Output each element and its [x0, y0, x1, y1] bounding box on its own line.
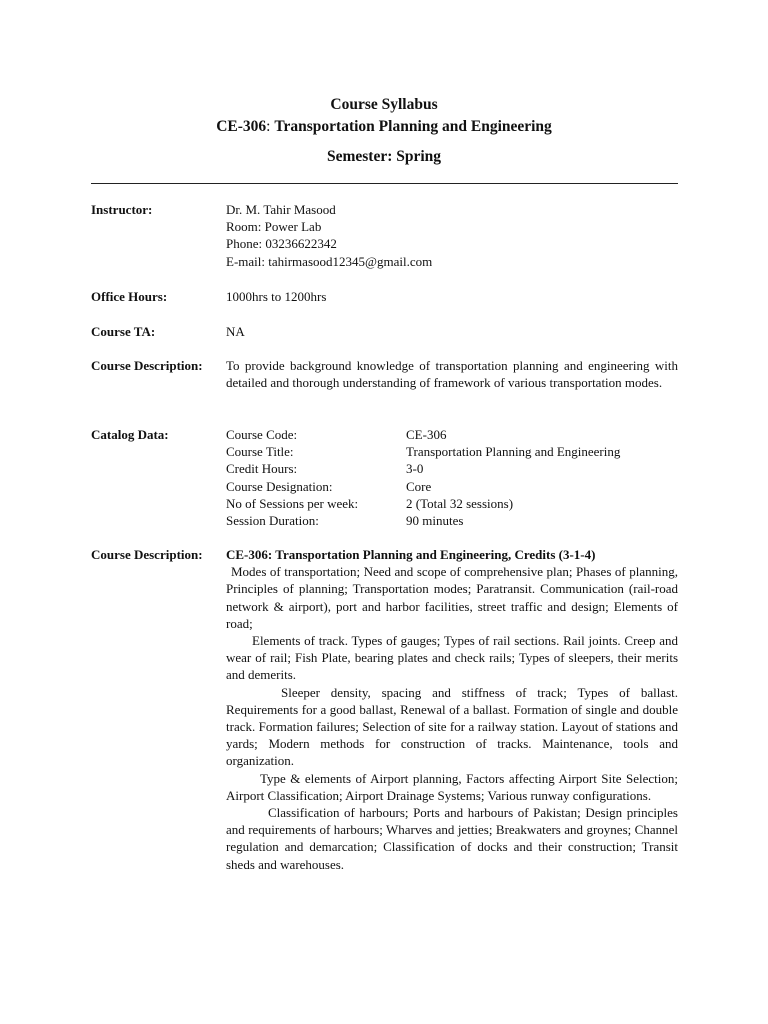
course-heading [0, 116, 768, 138]
catalog-row [226, 512, 678, 529]
office-hours-label: Office Hours: [91, 289, 168, 304]
course-ta-label: Course TA: [91, 324, 156, 339]
catalog-key: Credit Hours: [226, 461, 298, 477]
course-ta-value: NA [226, 324, 245, 339]
header-divider [91, 183, 678, 184]
catalog-value: 3-0 [406, 461, 424, 477]
document-title: Course Syllabus [330, 96, 438, 113]
instructor-details [226, 201, 678, 270]
course-heading-separator: : [266, 118, 275, 135]
catalog-key: Course Code: [226, 427, 298, 442]
course-description-label: Course Description: [91, 358, 203, 373]
catalog-value: CE-306 [406, 427, 447, 442]
detailed-description-section [91, 546, 678, 916]
course-code-heading: CE-306 [216, 118, 267, 135]
catalog-row [226, 443, 678, 460]
office-hours-value: 1000hrs to 1200hrs [226, 289, 327, 304]
catalog-value: Transportation Planning and Engineering [406, 444, 621, 460]
description-paragraph: Modes of transportation; Need and scope of comprehensive plan; Phases of planning, Principles of planning; Transportation modes; Paratransit. Communication (rail-road network & airport), port and harbor facilities, street traffic and design; Elements of road; [226, 564, 678, 631]
description-paragraph: Elements of track. Types of gauges; Types of rail sections. Rail joints. Creep and wear of rail; Fish Plate, bearing plates and check rails; Types of sleepers, their merits and demerits. [226, 633, 678, 683]
instructor-label: Instructor: [91, 202, 153, 217]
course-description-text: To provide background knowledge of transportation planning and engineering with detailed and thorough understanding of framework of various transportation modes. [226, 358, 678, 391]
detailed-description-label: Course Description: [91, 547, 203, 562]
catalog-row [226, 426, 678, 443]
instructor-name: Dr. M. Tahir Masood [226, 202, 336, 217]
detailed-description-body [226, 546, 678, 873]
description-paragraph: Type & elements of Airport planning, Factors affecting Airport Site Selection; Airport Classification; Airport Drainage Systems; Various runway configurations. [226, 770, 678, 803]
instructor-email: E-mail: tahirmasood12345@gmail.com [226, 253, 433, 269]
catalog-key: No of Sessions per week: [226, 495, 359, 511]
instructor-phone: Phone: 03236622342 [226, 236, 337, 252]
catalog-data-label: Catalog Data: [91, 427, 169, 442]
catalog-key: Course Title: [226, 444, 294, 460]
catalog-key: Course Designation: [226, 478, 333, 494]
catalog-value: Core [406, 478, 432, 494]
description-paragraph: Sleeper density, spacing and stiffness of track; Types of ballast. Requirements for a good ballast, Renewal of a ballast. Formation of single and double track. Formation failures; Selection of site for a railway station. Layout of stations and yards; Modern methods for construction of tracks. Maintenance, tools and organization. [226, 684, 678, 769]
course-name-heading: Transportation Planning and Engineering [274, 118, 552, 135]
detailed-description-title: CE-306: Transportation Planning and Engineering, Credits (3-1-4) [226, 547, 596, 562]
course-ta-section [91, 323, 678, 341]
catalog-value: 90 minutes [406, 512, 464, 528]
catalog-data-section [91, 426, 678, 532]
catalog-row [226, 495, 678, 512]
course-description-section [91, 357, 678, 411]
catalog-value: 2 (Total 32 sessions) [406, 495, 514, 511]
catalog-key: Session Duration: [226, 512, 319, 528]
catalog-row [226, 460, 678, 477]
description-paragraph: Classification of harbours; Ports and harbours of Pakistan; Design principles and requirements of harbours; Wharves and jetties; Breakwaters and groynes; Channel regulation and demarcation; Classification of docks and their construction; Transit sheds and warehouses. [226, 805, 678, 872]
catalog-data-table [226, 426, 678, 529]
office-hours-section [91, 288, 678, 306]
instructor-room: Room: Power Lab [226, 219, 322, 235]
instructor-section [91, 201, 678, 271]
semester-heading: Semester: Spring [326, 148, 442, 165]
catalog-row [226, 478, 678, 495]
